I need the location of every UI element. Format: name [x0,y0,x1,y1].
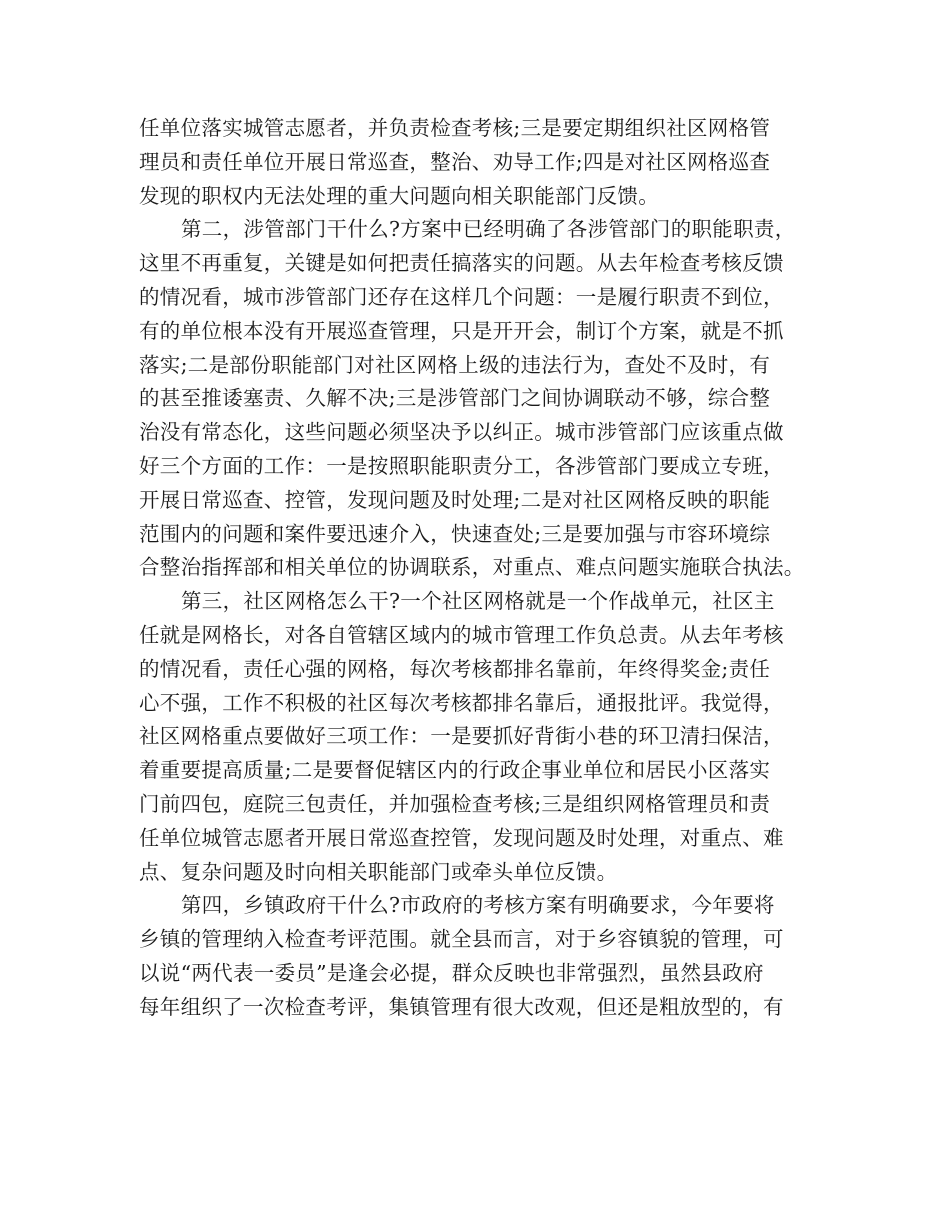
text-line: 点、复杂问题及时向相关职能部门或牵头单位反馈。 [139,859,618,884]
text-line: 第三，社区网格怎么干?一个社区网格就是一个作战单元，社区主 [181,589,775,614]
text-line: 以说“两代表一委员”是逢会必提，群众反映也非常强烈，虽然县政府 [139,960,764,985]
document-body [139,112,819,1025]
text-line: 有的单位根本没有开展巡查管理，只是开开会，制订个方案，就是不抓 [139,318,784,343]
text-line: 理员和责任单位开展日常巡查，整治、劝导工作;四是对社区网格巡查 [139,149,771,174]
text-line: 的情况看，责任心强的网格，每次考核都排名靠前，年终得奖金;责任 [139,656,771,681]
text-line: 着重要提高质量;二是要督促辖区内的行政企事业单位和居民小区落实 [139,758,771,783]
text-line: 治没有常态化，这些问题必须坚决予以纠正。城市涉管部门应该重点做 [139,420,784,445]
text-line: 任就是网格长，对各自管辖区域内的城市管理工作负总责。从去年考核 [139,622,784,647]
text-line: 范围内的问题和案件要迅速介入，快速查处;三是要加强与市容环境综 [139,521,771,546]
text-line: 社区网格重点要做好三项工作：一是要抓好背街小巷的环卫清扫保洁， [139,724,784,749]
text-line: 心不强，工作不积极的社区每次考核都排名靠后，通报批评。我觉得， [139,690,784,715]
text-line: 落实;二是部份职能部门对社区网格上级的违法行为，查处不及时，有 [139,352,771,377]
text-line: 任单位落实城管志愿者，并负责检查考核;三是要定期组织社区网格管 [139,116,771,140]
text-line: 合整治指挥部和相关单位的协调联系，对重点、难点问题实施联合执法。 [139,555,805,580]
text-line: 乡镇的管理纳入检查考评范围。就全县而言，对于乡容镇貌的管理，可 [139,927,784,952]
text-line: 的甚至推诿塞责、久解不决;三是涉管部门之间协调联动不够，综合整 [139,386,771,411]
text-line: 门前四包，庭院三包责任，并加强检查考核;三是组织网格管理员和责 [139,791,771,816]
text-line: 每年组织了一次检查考评，集镇管理有很大改观，但还是粗放型的，有 [139,994,784,1019]
text-line: 发现的职权内无法处理的重大问题向相关职能部门反馈。 [139,183,659,208]
text-line: 第四，乡镇政府干什么?市政府的考核方案有明确要求，今年要将 [181,893,775,918]
text-line: 好三个方面的工作：一是按照职能职责分工，各涉管部门要成立专班， [139,453,784,478]
text-line: 第二，涉管部门干什么?方案中已经明确了各涉管部门的职能职责， [181,217,796,242]
text-line: 任单位城管志愿者开展日常巡查控管，发现问题及时处理，对重点、难 [139,825,784,850]
text-line: 的情况看，城市涉管部门还存在这样几个问题：一是履行职责不到位， [139,284,784,309]
text-line: 开展日常巡查、控管，发现问题及时处理;二是对社区网格反映的职能 [139,487,771,512]
text-line: 这里不再重复，关键是如何把责任搞落实的问题。从去年检查考核反馈 [139,251,784,276]
